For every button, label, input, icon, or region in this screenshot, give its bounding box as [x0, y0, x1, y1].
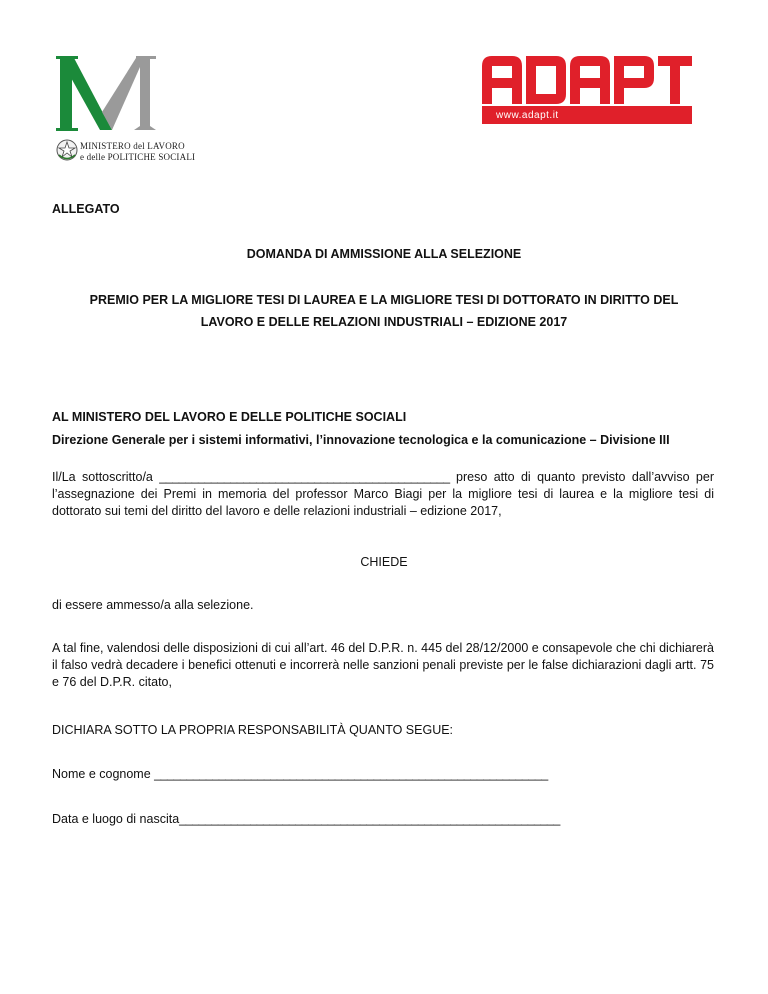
declaration-paragraph — [52, 469, 714, 520]
chiede-heading: CHIEDE — [360, 555, 408, 569]
nome-cognome-label: Nome e cognome — [52, 767, 151, 781]
data-luogo-row — [52, 810, 560, 829]
declaration-text: preso atto di quanto previsto dall’avviso per l’assegnazione dei Premi in memoria del professor Marco Biagi per la migliore tesi di laurea e la migliore tesi di dottorato sui temi del diritto del lavoro e delle relazioni industriali – edizione 2017, — [52, 470, 714, 518]
ministry-line-1: MINISTERO del LAVORO — [80, 141, 185, 151]
direzione-heading: Direzione Generale per i sistemi informativi, l’innovazione tecnologica e la comunicazione – Divisione III — [52, 433, 670, 447]
data-luogo-field[interactable]: ___________________________________________________________ — [179, 812, 560, 826]
ministry-line-2: e delle POLITICHE SOCIALI — [80, 152, 196, 162]
allegato-label: ALLEGATO — [52, 202, 120, 216]
dichiara-heading: DICHIARA SOTTO LA PROPRIA RESPONSABILITÀ QUANTO SEGUE: — [52, 723, 454, 737]
ministry-name — [80, 141, 195, 163]
heading-premio-line-1: PREMIO PER LA MIGLIORE TESI DI LAUREA E LA MIGLIORE TESI DI DOTTORATO IN DIRITTO DEL — [89, 293, 679, 307]
heading-premio-line-2: LAVORO E DELLE RELAZIONI INDUSTRIALI – EDIZIONE 2017 — [200, 315, 568, 329]
heading-domanda: DOMANDA DI AMMISSIONE ALLA SELEZIONE — [246, 247, 522, 261]
nome-cognome-row — [52, 765, 548, 784]
sottoscritto-label: Il/La sottoscritto/a — [52, 470, 153, 484]
sottoscritto-blank-field[interactable]: _____________________________________________ — [159, 470, 450, 484]
recipient-heading: AL MINISTERO DEL LAVORO E DELLE POLITICHE SOCIALI — [52, 410, 407, 424]
data-luogo-label: Data e luogo di nascita — [52, 812, 180, 826]
nome-cognome-field[interactable]: _____________________________________________________________ — [154, 767, 548, 781]
republic-emblem-icon — [56, 138, 78, 162]
disposizioni-paragraph: A tal fine, valendosi delle disposizioni di cui all’art. 46 del D.P.R. n. 445 del 28/12/2000 e consapevole che chi dichiarerà il falso vedrà decadere i benefici ottenuti e incorrerà nelle sanzioni penali previste per le false dichiarazioni dagli artt. 75 e 76 del D.P.R. citato, — [52, 641, 714, 689]
ammesso-text: di essere ammesso/a alla selezione. — [52, 598, 254, 612]
adapt-url: www.adapt.it — [496, 110, 559, 121]
